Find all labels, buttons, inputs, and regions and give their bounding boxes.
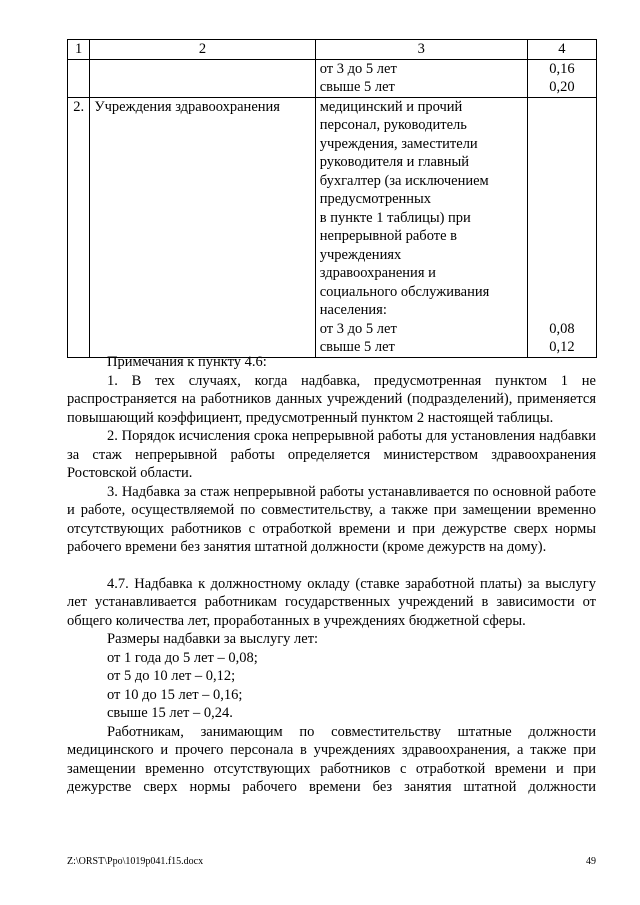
sizes-heading: Размеры надбавки за выслугу лет: [107, 631, 319, 647]
cell-text-line: от 3 до 5 лет [319, 320, 397, 337]
page-footer [67, 856, 596, 868]
blank-line [532, 227, 592, 246]
notes-section [67, 353, 596, 797]
cell-text-line: здравоохранения и [319, 265, 436, 281]
cell-text-line: предусмотренных [319, 191, 432, 207]
note-paragraph: 1. В тех случаях, когда надбавка, предусмотренная пунктом 1 не распространяется на работников данных учреждений (подразделений), применяется повышающий коэффициент, предусмотренный пунктом 2 настоящей таблицы. [67, 372, 596, 426]
row-number: 2. [68, 97, 90, 357]
size-item: от 10 до 15 лет – 0,16; [107, 686, 243, 703]
cell-text-line: бухгалтер (за исключением [319, 172, 489, 189]
note-paragraph: 2. Порядок исчисления срока непрерывной работы для установления надбавки за стаж непрерывной работы определяется министерством здравоохранения Ростовской области. [67, 428, 596, 481]
cell-text-line: руководителя и главный [319, 154, 470, 170]
size-item: от 1 года до 5 лет – 0,08; [107, 649, 258, 666]
cell-text-line: свыше 5 лет [319, 339, 395, 355]
blank-line [532, 116, 592, 135]
table-cell [90, 59, 315, 97]
table-row [68, 59, 597, 97]
size-item: свыше 15 лет – 0,24. [107, 705, 233, 721]
coefficient-value: 0,12 [549, 339, 575, 355]
header-cell: 2 [90, 40, 315, 60]
blank-line [532, 301, 592, 320]
table-cell [315, 59, 527, 97]
header-cell: 3 [315, 40, 527, 60]
blank-line [532, 264, 592, 283]
blank-line [532, 209, 592, 228]
coefficient-value: 0,08 [549, 320, 575, 337]
header-cell: 1 [68, 40, 90, 60]
size-item: от 5 до 10 лет – 0,12; [107, 668, 236, 684]
blank-line [532, 172, 592, 191]
institution-type: Учреждения здравоохранения [90, 97, 315, 357]
notes-heading: Примечания к пункту 4.6: [107, 354, 267, 370]
section-paragraph: Работникам, занимающим по совместительству штатные должности медицинского и прочего персонала в учреждениях здравоохранения, а также при замещении временно отсутствующих работников с отработкой времени и при дежурстве сверх нормы рабочего времени без занятия штатной должности [67, 723, 596, 795]
page-number: 49 [586, 856, 596, 867]
cell-text-line: в пункте 1 таблицы) при [319, 209, 471, 226]
cell-text-line: учреждениях [319, 246, 402, 263]
cell-text-line: населения: [319, 302, 387, 318]
coefficient-value: 0,20 [549, 79, 575, 95]
note-paragraph: 3. Надбавка за стаж непрерывной работы устанавливается по основной работе и работе, осуществляемой по совместительству, а также при замещении временно отсутствующих работников с отработкой времени и при дежурстве сверх нормы рабочего времени без занятия штатной должности (кроме дежурств на дому). [67, 483, 596, 555]
table-cell [315, 97, 527, 357]
blank-line [532, 153, 592, 172]
coefficient-value: 0,16 [549, 60, 575, 77]
cell-text-line: социального обслуживания [319, 283, 490, 300]
table-cell [68, 59, 90, 97]
cell-text-line: учреждения, заместители [319, 135, 478, 152]
blank-line [532, 135, 592, 154]
table-cell [527, 59, 596, 97]
allowance-table [67, 39, 597, 358]
table-cell [527, 97, 596, 357]
header-cell: 4 [527, 40, 596, 60]
blank-line [532, 190, 592, 209]
duration-label: от 3 до 5 лет [319, 60, 397, 77]
blank-line [532, 246, 592, 265]
blank-line [532, 98, 592, 117]
table-header-row [68, 40, 597, 60]
cell-text-line: медицинский и прочий [319, 98, 463, 115]
blank-line [532, 283, 592, 302]
file-path: Z:\ORST\Ppo\1019p041.f15.docx [67, 856, 204, 867]
duration-label: свыше 5 лет [319, 79, 395, 95]
cell-text-line: персонал, руководитель [319, 117, 467, 133]
table-row [68, 97, 597, 357]
spacer [67, 557, 596, 575]
section-paragraph: 4.7. Надбавка к должностному окладу (ставке заработной платы) за выслугу лет устанавливается работникам государственных учреждений в зависимости от общего количества лет, проработанных в учреждениях бюджетной сферы. [67, 575, 596, 629]
cell-text-line: непрерывной работе в [319, 228, 457, 244]
